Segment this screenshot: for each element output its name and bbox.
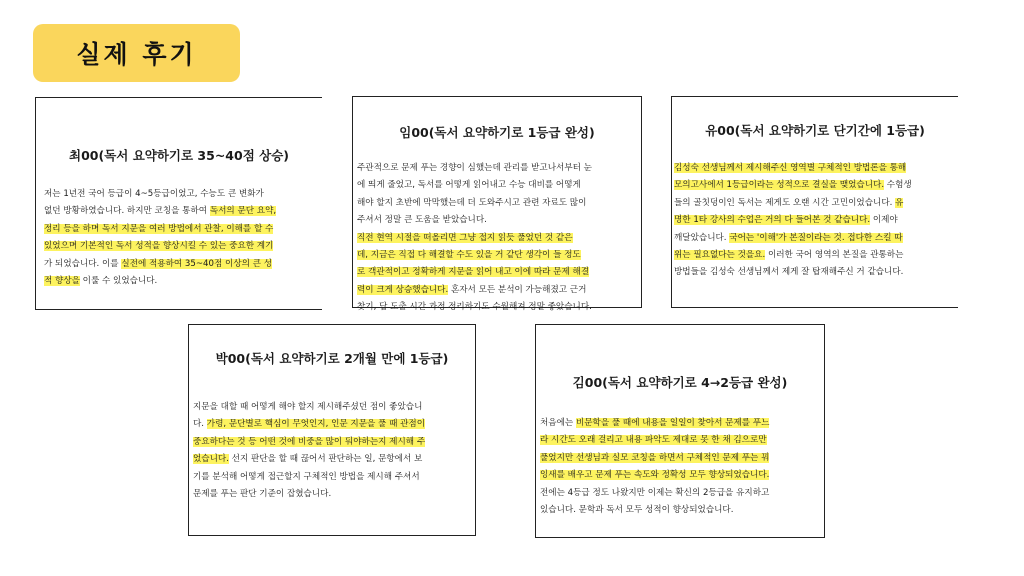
review-line <box>357 299 637 316</box>
body-text: 들의 골칫덩이인 독서는 제게도 오랜 시간 고민이었습니다. <box>674 197 896 208</box>
body-text: 깨달았습니다. <box>674 232 730 243</box>
highlighted-text: 모의고사에서 1등급이라는 성적으로 결실을 맺었습니다. <box>674 180 885 191</box>
review-line <box>674 230 956 247</box>
highlighted-text: 유 <box>895 197 904 208</box>
highlighted-text: 가령, 문단별로 핵심이 무엇인지, 인문 지문을 풀 때 관점이 <box>206 419 426 430</box>
body-text: 이제야 <box>870 215 898 226</box>
review-line <box>44 256 320 273</box>
review-line <box>540 415 822 432</box>
highlighted-text: 명한 1타 강사의 수업은 거의 다 들어본 것 같습니다. <box>674 215 871 226</box>
review-line <box>357 195 637 212</box>
review-line <box>674 160 956 177</box>
body-text: 에 띄게 줄었고, 독서를 어떻게 읽어내고 수능 대비를 어떻게 <box>357 180 581 191</box>
highlighted-text: 있었으며 기본적인 독서 성적을 향상시킬 수 있는 중요한 계기 <box>44 241 274 252</box>
review-card-choi <box>35 97 322 310</box>
review-line <box>193 416 473 433</box>
body-text: 기를 분석해 어떻게 접근할지 구체적인 방법을 제시해 주셔서 <box>193 471 420 482</box>
highlighted-text: 김성숙 선생님께서 제시해주신 영역별 구체적인 방법론을 통해 <box>674 163 907 173</box>
body-text: 수험생 <box>884 180 912 191</box>
highlighted-text: 데, 지금은 직접 다 해결할 수도 있을 거 같단 생각이 들 정도 <box>357 249 581 260</box>
highlighted-text: 직전 현역 시절을 떠올리면 그냥 접지 읽듯 풀었던 것 같은 <box>357 232 573 243</box>
review-card-kim <box>535 324 825 538</box>
review-line <box>357 282 637 299</box>
highlighted-text: 었습니다. <box>193 454 229 465</box>
review-card-lim <box>352 96 642 313</box>
body-text: 있습니다. 문학과 독서 모두 성적이 향상되었습니다. <box>540 504 734 515</box>
body-text: 저는 1년전 국어 등급이 4~5등급이었고, 수능도 큰 변화가 <box>44 189 264 199</box>
body-text: 문제를 푸는 판단 기준이 잡혔습니다. <box>193 488 332 499</box>
review-line <box>357 230 637 247</box>
body-text: 이러한 국어 영역의 본질을 관통하는 <box>765 249 904 260</box>
review-line <box>674 264 956 281</box>
review-body <box>193 399 473 503</box>
review-line <box>540 467 822 484</box>
review-line <box>44 186 320 203</box>
body-text: 혼자서 모든 분석이 가능해졌고 근거 <box>448 284 587 295</box>
review-line <box>674 195 956 212</box>
review-card-yoo <box>671 96 958 308</box>
review-card-park <box>188 324 476 536</box>
review-line <box>193 399 473 416</box>
body-text: 가 되었습니다. 이를 <box>44 258 122 269</box>
review-title: 최00(독서 요약하기로 35~40점 상승) <box>69 148 289 163</box>
review-line <box>193 469 473 486</box>
body-text: 이룰 수 있었습니다. <box>79 275 158 286</box>
body-text: 없던 방황하였습니다. 하지만 코칭을 통하여 <box>44 206 210 217</box>
review-title: 김00(독서 요약하기로 4→2등급 완성) <box>572 375 788 390</box>
highlighted-text: 라 시간도 오래 걸리고 내용 파악도 제대로 못 한 채 김으로만 <box>540 435 767 446</box>
body-text: 주관적으로 문제 푸는 경향이 심했는데 관리를 받고나서부터 눈 <box>357 163 592 173</box>
review-line <box>674 177 956 194</box>
body-text: 선지 판단을 할 때 끊어서 판단하는 일, 문항에서 보 <box>228 454 423 465</box>
review-line <box>674 247 956 264</box>
highlighted-text: 중요하다는 것 등 어떤 것에 비중을 많이 둬야하는지 제시해 주 <box>193 436 426 447</box>
body-text: 다. <box>193 419 207 430</box>
review-line <box>540 502 822 519</box>
review-title: 임00(독서 요약하기로 1등급 완성) <box>399 125 595 140</box>
review-line <box>193 451 473 468</box>
review-line <box>674 212 956 229</box>
body-text: 지문을 대할 때 어떻게 해야 할지 제시해주셨던 점이 좋았습니 <box>193 402 423 412</box>
review-body <box>44 186 320 290</box>
body-text: 해야 할지 초반에 막막했는데 더 도와주시고 관련 자료도 많이 <box>357 197 587 208</box>
review-line <box>357 177 637 194</box>
review-body <box>540 415 822 519</box>
highlighted-text: 독서의 문단 요약, <box>209 206 277 217</box>
review-line <box>540 450 822 467</box>
highlighted-text: 국어는 '이해'가 본질이라는 것. 접다한 스킬 따 <box>729 232 903 243</box>
review-body <box>357 160 637 317</box>
review-line <box>44 238 320 255</box>
review-line <box>357 264 637 281</box>
body-text: 방법들을 김성숙 선생님께서 제게 잘 탑재해주신 거 같습니다. <box>674 267 904 278</box>
body-text: 처음에는 <box>540 418 576 428</box>
review-line <box>540 432 822 449</box>
highlighted-text: 실전에 적용하여 35~40점 이상의 큰 성 <box>121 258 272 269</box>
body-text: 찾기, 답 도출 시간 과정 정리하기도 수월해져 정말 좋았습니다. <box>357 302 592 313</box>
highlighted-text: 비문학을 풀 때에 내용을 일일이 찾아서 문제를 푸느 <box>575 418 770 428</box>
review-line <box>44 203 320 220</box>
highlighted-text: 정리 등을 하며 독서 지문을 여러 방법에서 관찰, 이해를 할 수 <box>44 223 274 234</box>
review-line <box>44 221 320 238</box>
review-line <box>357 212 637 229</box>
highlighted-text: 적 향상을 <box>44 275 80 286</box>
review-body <box>674 160 956 282</box>
review-line <box>193 486 473 503</box>
review-line <box>357 247 637 264</box>
review-line <box>193 434 473 451</box>
review-line <box>540 485 822 502</box>
highlighted-text: 위는 필요없다는 것을요. <box>674 249 766 260</box>
review-line <box>44 273 320 290</box>
highlighted-text: 잉새를 배우고 문제 푸는 속도와 정확성 모두 향상되었습니다. <box>540 470 770 481</box>
highlighted-text: 로 객관적이고 정확하게 지문을 읽어 내고 이에 따라 문제 해결 <box>357 267 590 278</box>
highlighted-text: 풀었지만 선생님과 실모 코칭을 하면서 구체적인 문제 푸는 꿔 <box>540 452 770 463</box>
review-title: 유00(독서 요약하기로 단기간에 1등급) <box>705 123 925 138</box>
review-title: 박00(독서 요약하기로 2개월 만에 1등급) <box>215 351 449 366</box>
body-text: 주셔서 정말 큰 도움을 받았습니다. <box>357 215 487 226</box>
page-title: 실제 후기 <box>33 24 240 82</box>
highlighted-text: 력이 크게 상승했습니다. <box>357 284 449 295</box>
body-text: 전에는 4등급 정도 나왔지만 이제는 확신의 2등급을 유지하고 <box>540 487 770 498</box>
review-line <box>357 160 637 177</box>
